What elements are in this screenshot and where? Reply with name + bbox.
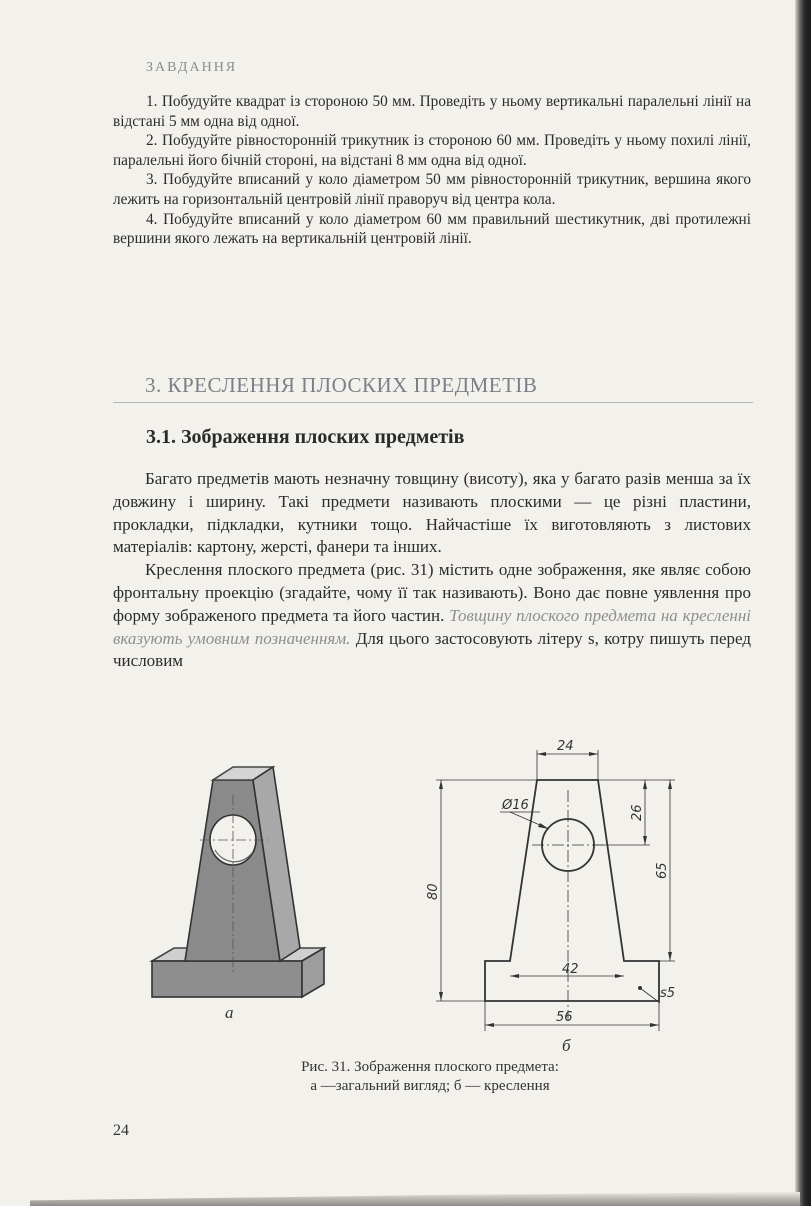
- paragraph-2-start: Креслення плоского предмета (рис. 31) містить одне зображення, яке являє собою фронтальну проекцію (згадайте, чому її так називають). Воно дає повне уявлення про форму зображеного предмета та його частин.: [113, 560, 751, 625]
- technical-drawing: [436, 750, 675, 1031]
- caption-line-1: Рис. 31. Зображення плоского предмета:: [301, 1059, 559, 1075]
- figure-31: [140, 735, 740, 1055]
- task-item: 4. Побудуйте вписаний у коло діаметром 60 мм правильний шестикутник, дві протилежні вершини якого лежать на вертикальній центровій лінії.: [113, 210, 751, 248]
- paragraph-1: Багато предметів мають незначну товщину (висоту), яка у багато разів менша за їх довжину і ширину. Такі предмети називають плоскими — це різні пластини, прокладки, підкладки, кутники тощо. Найчастіше їх виготовляють з листових матеріалів: картону, жерсті, фанери та інших.: [113, 469, 751, 557]
- paragraph-2-italic: Товщину плоского предмета на кресленні вказують умовним позначенням.: [113, 605, 751, 648]
- paragraph-2-end: Для цього застосовують літеру s, котру пишуть перед числовим: [113, 628, 751, 671]
- caption-line-2: а —загальний вигляд; б — креслення: [310, 1078, 550, 1094]
- paragraph-2: [113, 559, 751, 673]
- label-a: а: [225, 1003, 234, 1022]
- page-bottom-edge: [30, 1192, 800, 1206]
- dim-hole-height: 26: [630, 804, 645, 821]
- subsection-title: 3.1. Зображення плоских предметів: [146, 426, 465, 448]
- dim-base-width: 56: [556, 1010, 573, 1025]
- figure-31-drawing: [140, 735, 740, 1055]
- figure-caption: [210, 1058, 650, 1096]
- body-text: [113, 468, 751, 673]
- dim-hole-diameter: Ø16: [502, 798, 529, 813]
- dim-thickness: s5: [660, 986, 676, 1001]
- task-item: 3. Побудуйте вписаний у коло діаметром 50 мм рівносторонній трикутник, вершина якого лежить на горизонтальній центровій лінії праворуч від центра кола.: [113, 171, 751, 208]
- page-number: 24: [113, 1122, 129, 1139]
- tasks-heading: ЗАВДАННЯ: [146, 60, 238, 75]
- label-b: б: [562, 1036, 571, 1055]
- book-binding-shadow: [795, 0, 811, 1206]
- tasks-list: [113, 92, 751, 249]
- task-item: 2. Побудуйте рівносторонній трикутник із стороною 60 мм. Проведіть у ньому похилі лінії, паралельні його бічній стороні, на відстані 8 мм одна від одної.: [113, 132, 751, 169]
- dim-top-width: 24: [557, 739, 574, 754]
- task-item: 1. Побудуйте квадрат із стороною 50 мм. Проведіть у ньому вертикальні паралельні лінії на відстані 5 мм одна від одної.: [113, 93, 751, 130]
- section-divider: [113, 402, 753, 403]
- general-view-3d: [152, 767, 324, 997]
- section-title: 3. КРЕСЛЕННЯ ПЛОСКИХ ПРЕДМЕТІВ: [145, 373, 538, 397]
- dim-upright-height: 65: [655, 862, 670, 879]
- dim-total-height: 80: [426, 883, 441, 900]
- dim-base-inner: 42: [562, 962, 579, 977]
